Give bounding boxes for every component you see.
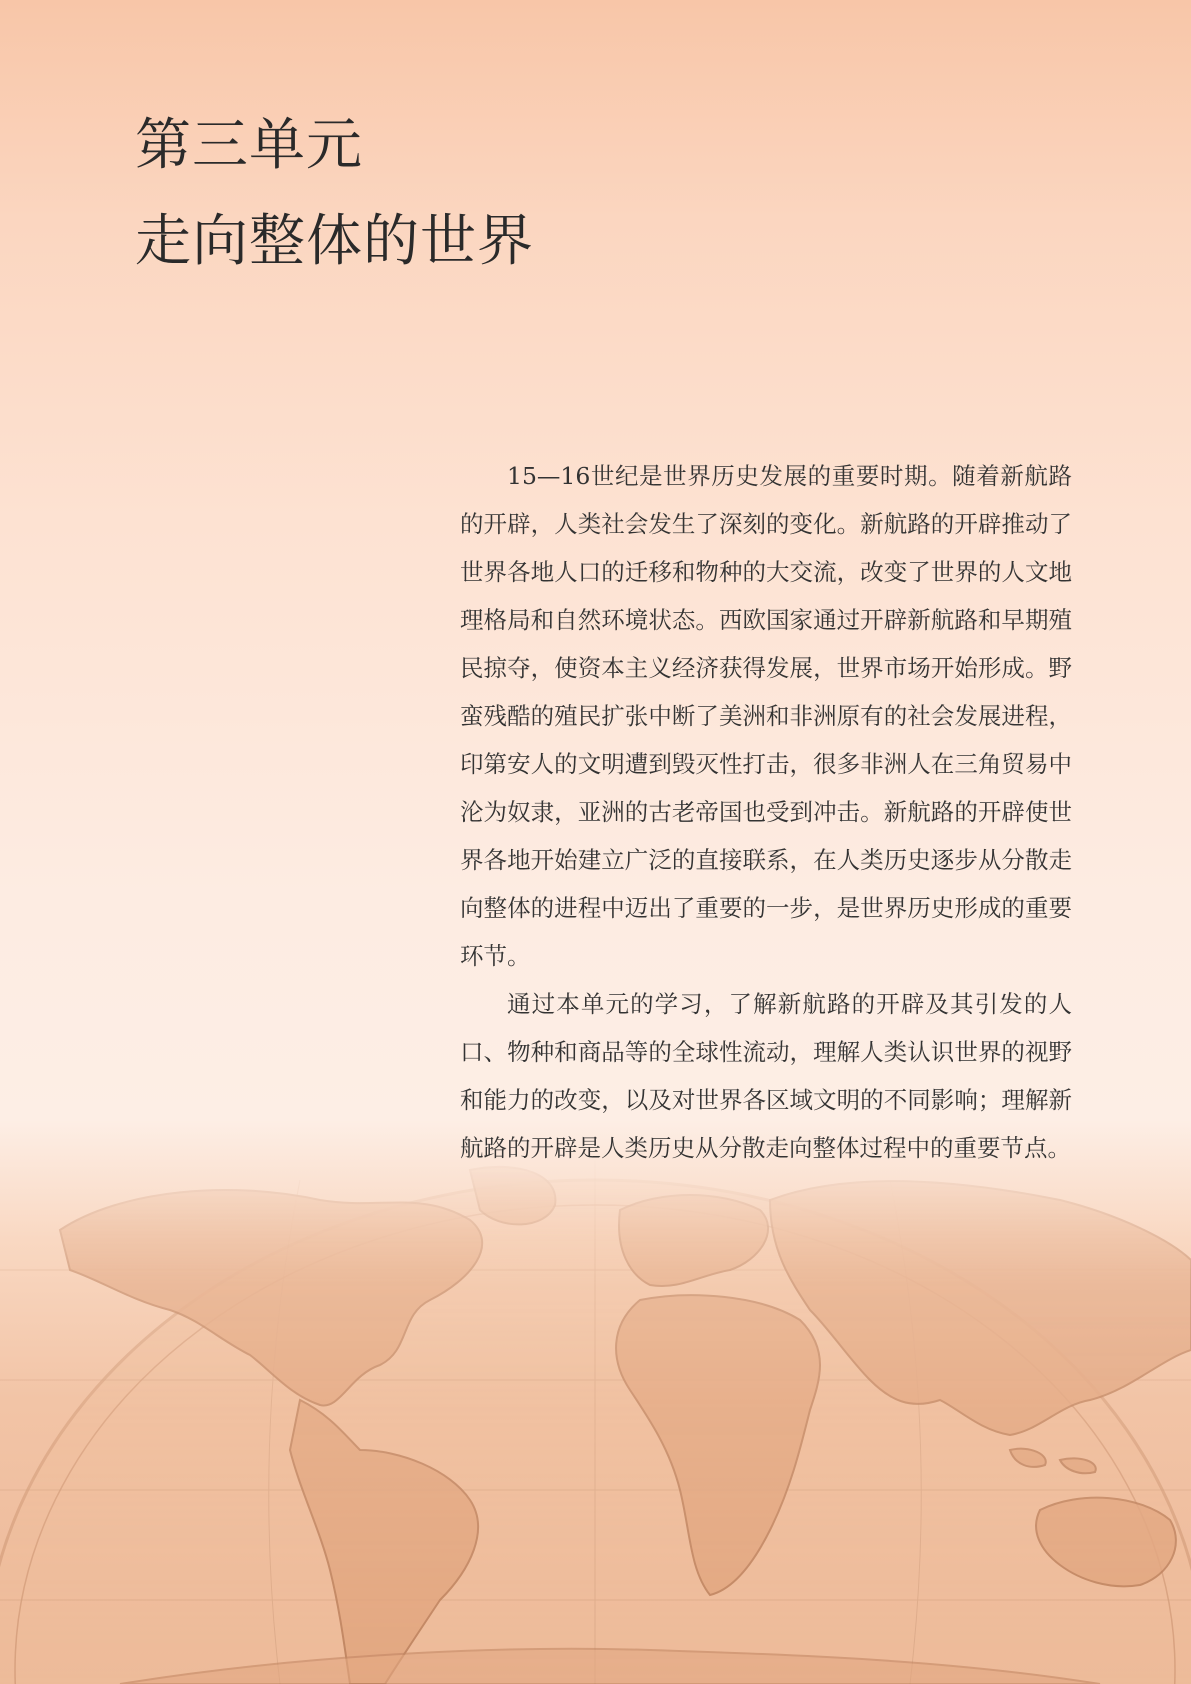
world-map-illustration (0, 1150, 1191, 1684)
unit-heading (135, 108, 534, 280)
intro-paragraph-2: 通过本单元的学习，了解新航路的开辟及其引发的人口、物种和商品等的全球性流动，理解人类认识世界的视野和能力的改变，以及对世界各区域文明的不同影响；理解新航路的开辟是人类历史从分散走向整体过程中的重要节点。 (460, 990, 1072, 1162)
unit-title: 走向整体的世界 (135, 209, 534, 274)
intro-paragraph-1: 15—16世纪是世界历史发展的重要时期。随着新航路的开辟，人类社会发生了深刻的变化。新航路的开辟推动了世界各地人口的迁移和物种的大交流，改变了世界的人文地理格局和自然环境状态。西欧国家通过开辟新航路和早期殖民掠夺，使资本主义经济获得发展，世界市场开始形成。野蛮残酷的殖民扩张中断了美洲和非洲原有的社会发展进程，印第安人的文明遭到毁灭性打击，很多非洲人在三角贸易中沦为奴隶，亚洲的古老帝国也受到冲击。新航路的开辟使世界各地开始建立广泛的直接联系，在人类历史逐步从分散走向整体的进程中迈出了重要的一步，是世界历史形成的重要环节。 (460, 462, 1072, 970)
unit-number: 第三单元 (135, 113, 363, 178)
unit-introduction (460, 452, 1072, 1172)
